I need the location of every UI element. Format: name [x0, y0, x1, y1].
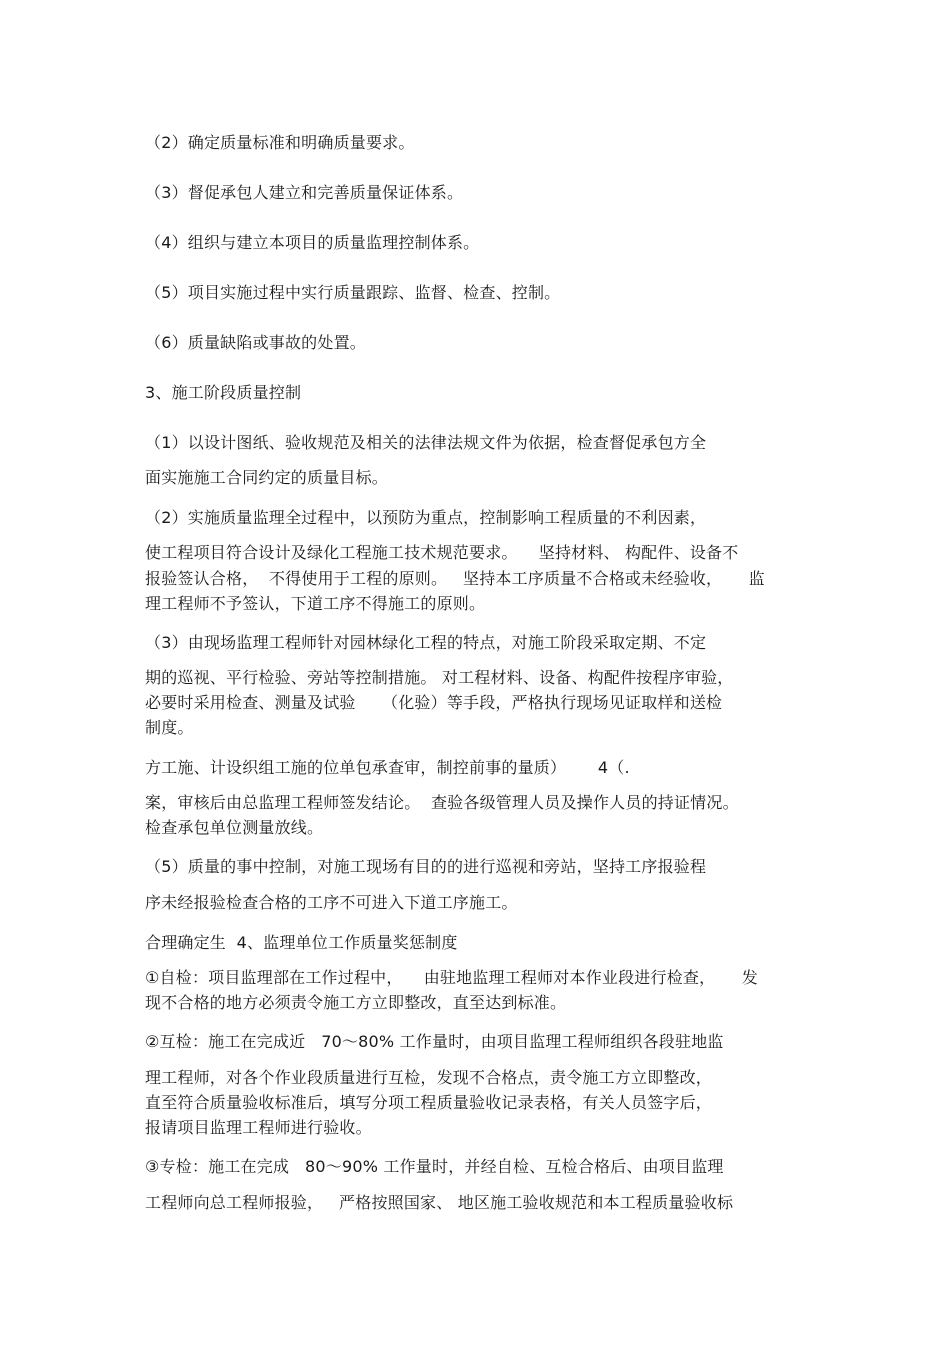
text-line: ③专检：施工在完成 80～90% 工作量时，并经自检、互检合格后、由项目监理	[145, 1157, 724, 1176]
text-line: ①自检：项目监理部在工作过程中， 由驻地监理工程师对本作业段进行检查， 发	[145, 968, 758, 987]
text-line: （2）确定质量标准和明确质量要求。	[145, 133, 415, 152]
section-heading: 3、施工阶段质量控制	[145, 383, 302, 402]
text-line: 案，审核后由总监理工程师签发结论。 查验各级管理人员及操作人员的持证情况。	[145, 793, 739, 812]
text-line: 序未经报验检查合格的工序不可进入下道工序施工。	[145, 893, 518, 912]
text-line: （2）实施质量监理全过程中，以预防为重点，控制影响工程质量的不利因素，	[145, 508, 707, 527]
text-line: （5）质量的事中控制，对施工现场有目的的进行巡视和旁站，坚持工序报验程	[145, 857, 707, 876]
text-line: 必要时采用检查、测量及试验 （化验）等手段，严格执行现场见证取样和送检	[145, 693, 723, 712]
text-line: （3）督促承包人建立和完善质量保证体系。	[145, 183, 464, 202]
text-line: （4）组织与建立本项目的质量监理控制体系。	[145, 233, 480, 252]
text-line: 直至符合质量验收标准后，填写分项工程质量验收记录表格，有关人员签字后，	[145, 1093, 713, 1112]
text-line: 检查承包单位测量放线。	[145, 818, 324, 837]
text-line: ②互检：施工在完成近 70～80% 工作量时，由项目监理工程师组织各段驻地监	[145, 1032, 724, 1051]
section-heading: 合理确定生 4、监理单位工作质量奖惩制度	[145, 933, 458, 952]
text-line: 面实施施工合同约定的质量目标。	[145, 468, 389, 487]
text-line: （3）由现场监理工程师针对园林绿化工程的特点，对施工阶段采取定期、不定	[145, 633, 707, 652]
text-line: 制度。	[145, 718, 194, 737]
text-line: 报验签认合格， 不得使用于工程的原则。 坚持本工序质量不合格或未经验收， 监	[145, 569, 765, 588]
text-line: （6）质量缺陷或事故的处置。	[145, 333, 366, 352]
text-line: （5）项目实施过程中实行质量跟踪、监督、检查、控制。	[145, 283, 561, 302]
text-line: （1）以设计图纸、验收规范及相关的法律法规文件为依据，检查督促承包方全	[145, 433, 707, 452]
text-line: 工程师向总工程师报验， 严格按照国家、 地区施工验收规范和本工程质量验收标	[145, 1193, 734, 1212]
text-line: 理工程师不予签认，下道工序不得施工的原则。	[145, 594, 486, 613]
text-line: 方工施、计设织组工施的位单包承查审，制控前事的量质） 4（.	[145, 758, 630, 777]
text-line: 使工程项目符合设计及绿化工程施工技术规范要求。 坚持材料、 构配件、设备不	[145, 543, 739, 562]
text-line: 理工程师，对各个作业段质量进行互检，发现不合格点，责令施工方立即整改，	[145, 1068, 713, 1087]
text-line: 期的巡视、平行检验、旁站等控制措施。 对工程材料、设备、构配件按程序审验，	[145, 668, 734, 687]
text-line: 现不合格的地方必须责令施工方立即整改，直至达到标准。	[145, 993, 567, 1012]
text-line: 报请项目监理工程师进行验收。	[145, 1118, 372, 1137]
